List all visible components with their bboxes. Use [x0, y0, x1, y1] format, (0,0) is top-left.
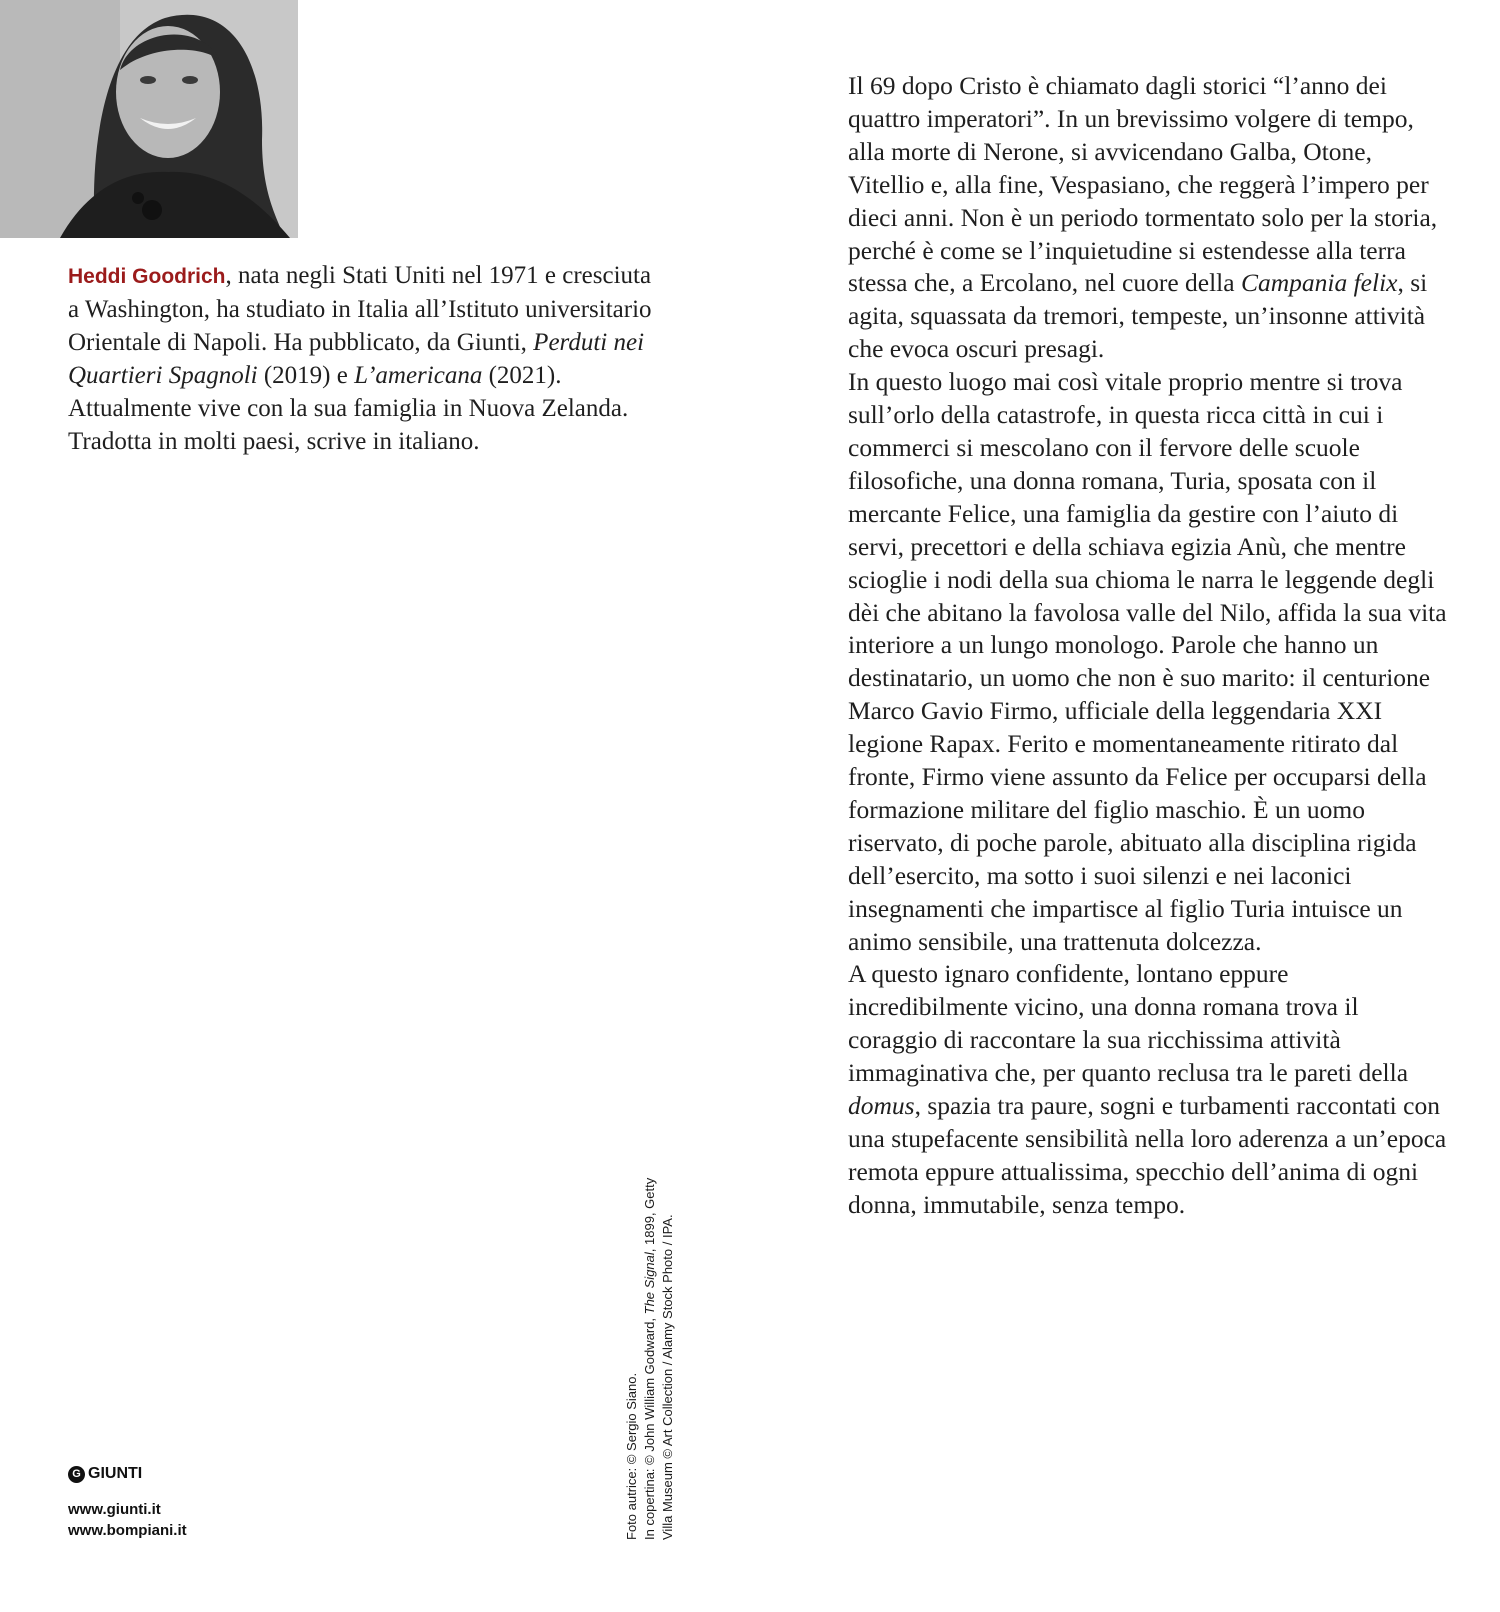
credit-line-2 — [641, 1178, 659, 1540]
blurb-italic: domus — [848, 1091, 915, 1121]
publisher-block — [68, 1465, 187, 1541]
giunti-logo-text: GIUNTI — [88, 1465, 143, 1482]
author-photo — [0, 0, 298, 238]
bio-text-1: , nata negli Stati Uniti nel 1971 e cresciuta a Washington, ha studiato in Italia all’Istituto universitario Orientale di Napoli. Ha pubblicato, da Giunti, — [68, 262, 652, 356]
book-title-1: Perduti nei Quartieri Spagnoli — [68, 329, 645, 389]
blurb-italic: Campania felix — [1240, 268, 1398, 298]
blurb-text: Il 69 dopo Cristo è chiamato dagli storici “l’anno dei quattro imperatori”. In un brevissimo volgere di tempo, alla morte di Nerone, si avvicendano Galba, Otone, Vitellio e, alla fine, Vespasiano, che reggerà l’impero per dieci anni. Non è un periodo tormentato solo per la storia, perché è come se l’inquietudine si estendesse alla terra stessa che, a Ercolano, nel cuore della — [848, 71, 1438, 298]
bio-text-3: (2021). Attualmente vive con la sua famiglia in Nuova Zelanda. Tradotta in molti paesi, scrive in italiano. — [68, 362, 629, 455]
blurb-paragraph-1 — [848, 70, 1448, 366]
publisher-urls — [68, 1499, 187, 1541]
giunti-logo — [68, 1465, 187, 1483]
author-name: Heddi Goodrich — [68, 265, 226, 288]
blurb-paragraph-3 — [848, 958, 1448, 1221]
bio-text-2: (2019) e — [257, 362, 355, 389]
credit-line-1: Foto autrice: © Sergio Siano. — [624, 1372, 639, 1540]
author-bio — [68, 259, 668, 458]
book-title-2: L’americana — [354, 362, 483, 389]
blurb-paragraph-2: In questo luogo mai così vitale proprio mentre si trova sull’orlo della catastrofe, in questa ricca città in cui i commerci si mescolano con il fervore delle scuole filosofiche, una donna romana, Turia, sposata con il mercante Felice, una famiglia da gestire con l’aiuto di servi, precettori e della schiava egizia Anù, che mentre scioglie i nodi della sua chioma le narra le leggende degli dèi che abitano la favolosa valle del Nilo, affida la sua vita interiore a un lungo monologo. Parole che hanno un destinatario, un uomo che non è suo marito: il centurione Marco Gavio Firmo, ufficiale della leggendaria XXI legione Rapax. Ferito e momentaneamente ritirato dal fronte, Firmo viene assunto da Felice per occuparsi della formazione militare del figlio maschio. È un uomo riservato, di poche parole, abituato alla disciplina rigida dell’esercito, ma sotto i suoi silenzi e nei laconici insegnamenti che impartisce al figlio Turia intuisce un animo sensibile, una trattenuta dolcezza. — [848, 367, 1447, 956]
credit-artwork-title: The Signal — [642, 1252, 657, 1315]
blurb-text: , si agita, squassata da tremori, tempeste, un’insonne attività che evoca oscuri presagi. — [848, 268, 1428, 364]
book-blurb — [848, 70, 1448, 1222]
blurb-text: A questo ignaro confidente, lontano eppure incredibilmente vicino, una donna romana trova il coraggio di raccontare la sua ricchissima attività immaginativa che, per quanto reclusa tra le pareti della — [848, 959, 1409, 1088]
url-giunti[interactable]: www.giunti.it — [68, 1501, 161, 1518]
credit-line-3: Villa Museum © Art Collection / Alamy Stock Photo / IPA. — [660, 1214, 675, 1540]
credit-text: , 1899, Getty — [642, 1177, 657, 1253]
blurb-text: , spazia tra paure, sogni e turbamenti raccontati con una stupefacente sensibilità nella loro aderenza a un’epoca remota eppure attualissima, specchio dell’anima di ogni donna, immutabile, senza tempo. — [848, 1091, 1447, 1219]
credit-text: In copertina: © John William Godward, — [642, 1314, 657, 1540]
giunti-logo-icon: G — [68, 1466, 85, 1483]
url-bompiani[interactable]: www.bompiani.it — [68, 1522, 187, 1539]
photo-credits — [623, 1178, 677, 1540]
